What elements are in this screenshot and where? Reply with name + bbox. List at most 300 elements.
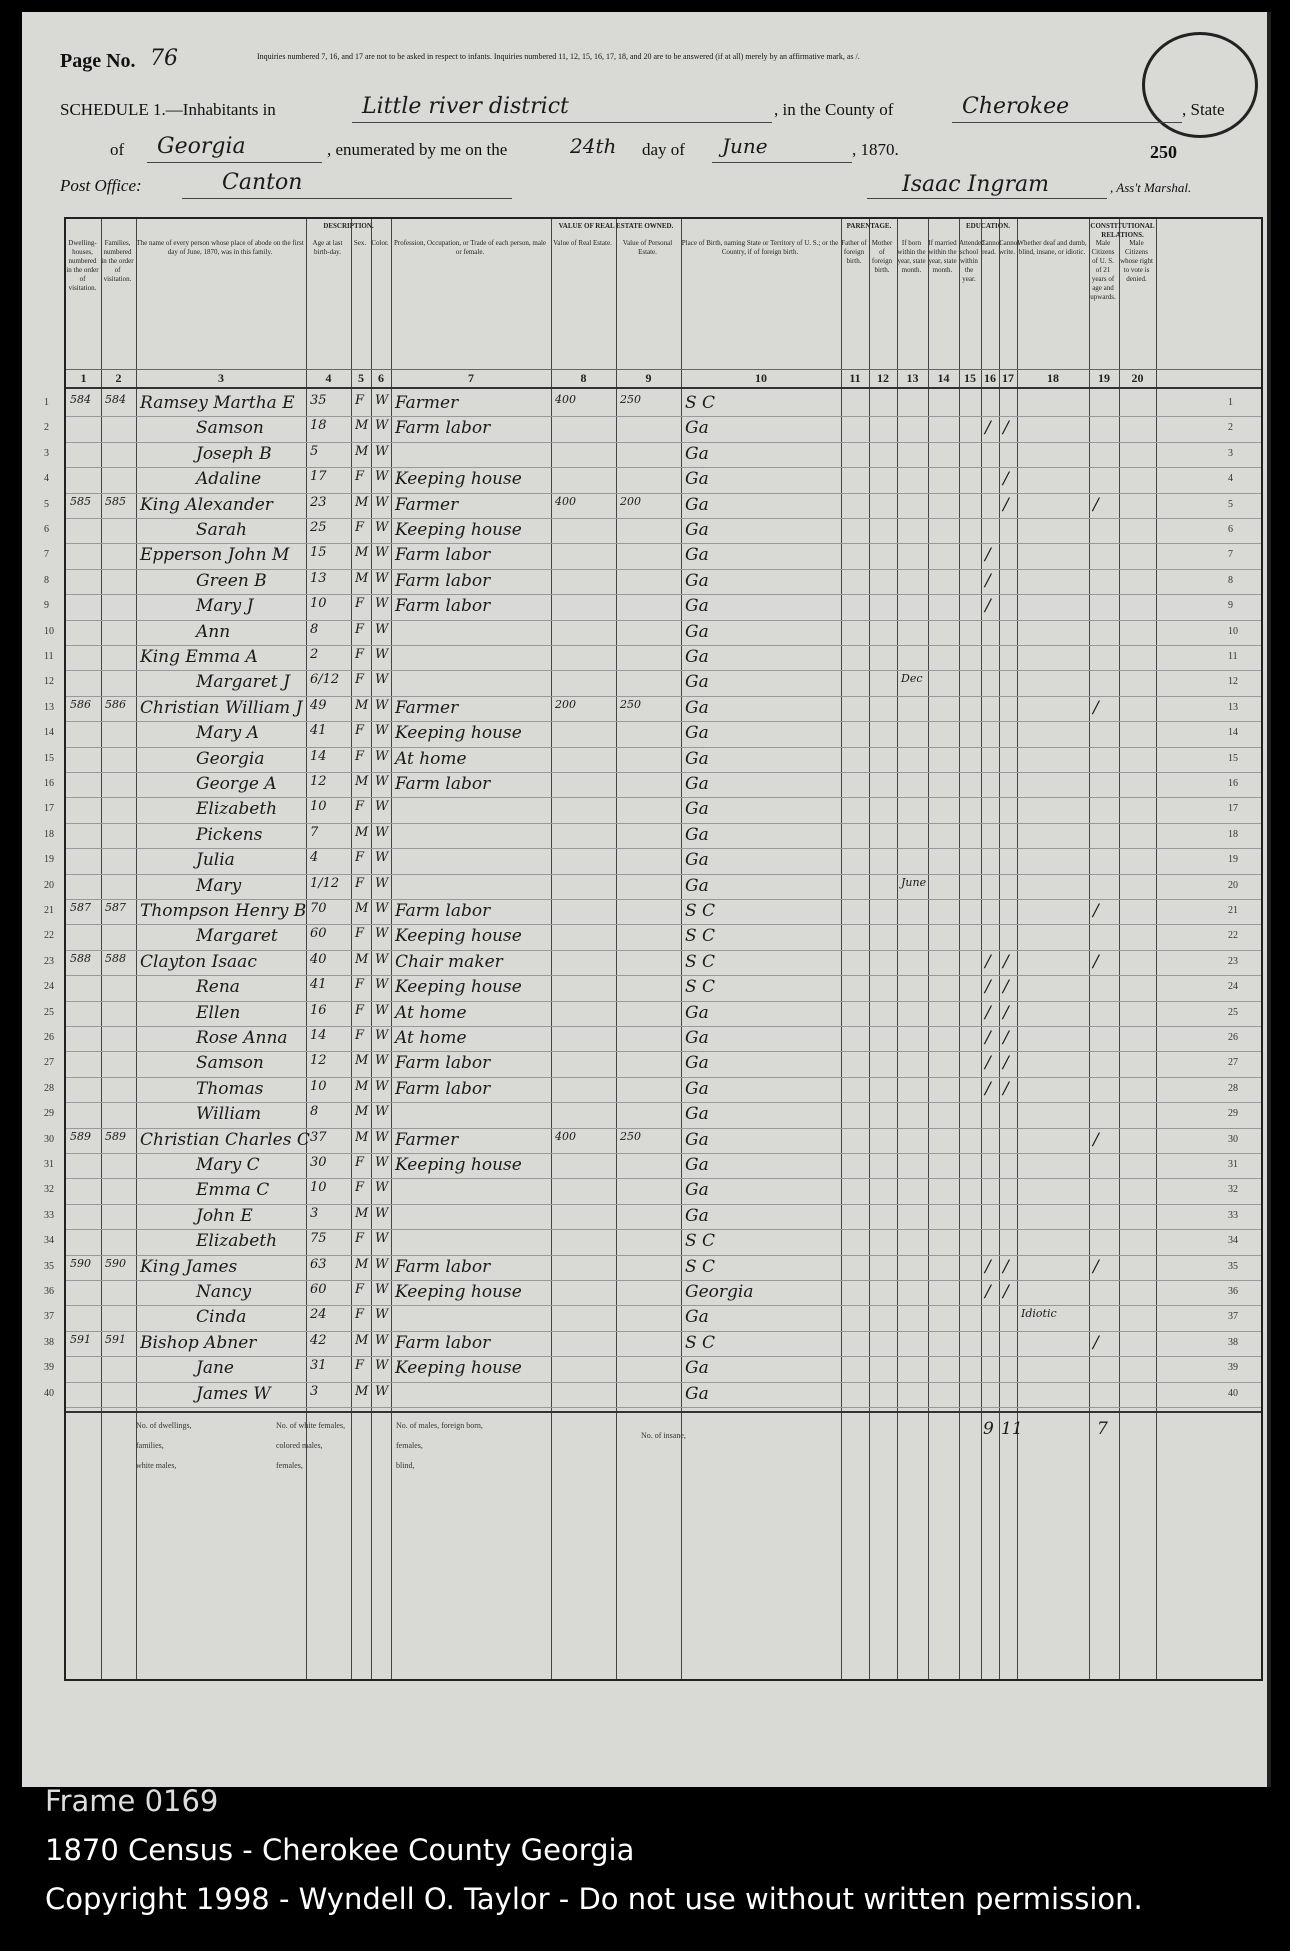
cell-occ: Farm labor: [395, 1256, 491, 1277]
row-rule: [66, 721, 1261, 722]
line-number: 11: [44, 651, 54, 662]
cell-color: W: [375, 977, 389, 993]
cell-c17: /: [1003, 951, 1009, 972]
cell-color: W: [375, 1307, 389, 1323]
line-number-right: 37: [1228, 1311, 1238, 1323]
cell-birth: Ga: [685, 824, 709, 845]
summary-label: No. of dwellings,: [136, 1421, 192, 1430]
copyright-caption: Copyright 1998 - Wyndell O. Taylor - Do not use without written permission.: [45, 1882, 1143, 1916]
cell-c19: /: [1093, 494, 1099, 515]
cell-c16: /: [985, 570, 991, 591]
cell-sex: F: [355, 672, 365, 688]
line-number-right: 33: [1228, 1209, 1238, 1221]
cell-sex: F: [355, 875, 365, 891]
row-rule: [66, 975, 1261, 976]
column-header: Place of Birth, naming State or Territory of U. S.; or the Country, if of foreign birth.: [681, 239, 839, 256]
page-label: Page No.: [60, 50, 136, 72]
cell-color: W: [375, 1129, 389, 1145]
line-number-right: 18: [1228, 828, 1238, 840]
line-number: 1: [44, 397, 49, 408]
row-rule: [66, 899, 1261, 900]
column-header: Cannot read.: [981, 239, 1002, 256]
line-number-right: 23: [1228, 955, 1238, 967]
column-header: The name of every person whose place of abode on the first day of June, 1870, was in this family.: [136, 239, 304, 256]
row-rule: [66, 416, 1261, 417]
cell-sex: F: [355, 1307, 365, 1323]
cell-color: W: [375, 1231, 389, 1247]
cell-occ: Farm labor: [395, 1332, 491, 1353]
cell-age: 63: [310, 1256, 327, 1272]
cell-birth: Ga: [685, 1383, 709, 1404]
cell-name: Christian William J: [140, 697, 303, 718]
cell-sex: F: [355, 1231, 365, 1247]
cell-birth: Ga: [685, 672, 709, 693]
line-number: 5: [44, 498, 49, 510]
cell-fam: 587: [105, 901, 126, 914]
cell-color: W: [375, 926, 389, 942]
summary-label: females,: [396, 1441, 423, 1450]
header-rule: [66, 387, 1261, 389]
line-number-right: 19: [1228, 854, 1238, 866]
cell-fam: 591: [105, 1332, 126, 1346]
cell-birth: S C: [685, 901, 716, 921]
row-rule: [66, 620, 1261, 621]
cell-age: 5: [310, 443, 319, 459]
cell-birth: Ga: [685, 1002, 709, 1023]
group-header: EDUCATION.: [965, 222, 1010, 230]
cell-sex: F: [355, 393, 365, 408]
row-rule: [66, 493, 1261, 494]
line-number-right: 40: [1228, 1387, 1238, 1399]
cell-c17: /: [1003, 1028, 1009, 1048]
row-rule: [66, 696, 1261, 697]
line-number: 8: [44, 574, 49, 586]
cell-birth: Ga: [685, 723, 709, 744]
cell-color: W: [375, 520, 389, 535]
cell-age: 31: [310, 1358, 327, 1374]
row-rule: [66, 1026, 1261, 1027]
summary-rule: [66, 1411, 1261, 1413]
cell-occ: At home: [395, 1028, 467, 1048]
cell-dw: 589: [70, 1129, 91, 1143]
cell-c19: /: [1093, 901, 1099, 921]
cell-color: W: [375, 443, 389, 459]
cell-name: Green B: [196, 570, 267, 591]
cell-c19: /: [1093, 1332, 1099, 1353]
of-label: of: [110, 140, 125, 159]
cell-name: Julia: [196, 850, 235, 871]
cell-birth: Ga: [685, 469, 709, 490]
column-number: 4: [325, 371, 332, 385]
column-number: 14: [937, 371, 950, 385]
county-line: [952, 122, 1182, 123]
line-number: 32: [44, 1184, 54, 1196]
census-table: [44, 217, 1263, 1681]
column-header: Whether deaf and dumb, blind, insane, or idiotic.: [1017, 239, 1087, 256]
cell-name: Rose Anna: [196, 1028, 288, 1048]
cell-occ: Farm labor: [395, 596, 491, 617]
column-number: 17: [1002, 371, 1014, 385]
cell-name: James W: [196, 1383, 271, 1404]
cell-birth: Ga: [685, 1155, 709, 1175]
cell-birth: Ga: [685, 1129, 709, 1150]
cell-occ: Farmer: [395, 393, 459, 413]
line-number: 27: [44, 1057, 54, 1069]
county-value: Cherokee: [962, 94, 1070, 119]
line-number: 7: [44, 549, 49, 561]
cell-age: 25: [310, 520, 327, 535]
cell-color: W: [375, 723, 389, 739]
cell-occ: Keeping house: [395, 469, 522, 490]
cell-birth: S C: [685, 926, 716, 947]
cell-fam: 584: [105, 393, 126, 406]
cell-name: William: [196, 1104, 262, 1125]
line-number-right: 26: [1228, 1032, 1238, 1043]
cell-age: 60: [310, 926, 327, 942]
cell-birth: S C: [685, 977, 716, 998]
column-number: 20: [1131, 371, 1144, 385]
row-rule: [66, 518, 1261, 519]
column-header: Color.: [371, 239, 389, 247]
cell-name: Margaret J: [196, 672, 290, 693]
cell-occ: Keeping house: [395, 1155, 522, 1175]
column-header: Families, numbered in the order of visitation.: [101, 239, 134, 283]
cell-age: 24: [310, 1307, 327, 1323]
cell-c17: /: [1003, 418, 1009, 439]
cell-occ: Keeping house: [395, 723, 522, 744]
row-rule: [66, 1001, 1261, 1002]
cell-c16: /: [985, 545, 991, 566]
cell-occ: Farmer: [395, 494, 459, 515]
line-number: 21: [44, 905, 54, 916]
line-number-right: 9: [1228, 600, 1233, 612]
line-number: 37: [44, 1311, 54, 1323]
cell-color: W: [375, 393, 389, 408]
column-number: 8: [580, 371, 587, 385]
cell-fam: 588: [105, 951, 126, 965]
line-number: 40: [44, 1387, 54, 1399]
line-number: 34: [44, 1235, 54, 1247]
cell-color: W: [375, 570, 389, 586]
cell-occ: Keeping house: [395, 977, 522, 998]
cell-occ: At home: [395, 748, 467, 769]
line-number-right: 13: [1228, 701, 1238, 713]
line-number: 29: [44, 1108, 54, 1120]
cell-name: Ramsey Martha E: [140, 393, 295, 413]
cell-sex: M: [355, 1104, 369, 1120]
row-rule: [66, 594, 1261, 595]
line-number: 36: [44, 1286, 54, 1297]
cell-age: 12: [310, 774, 327, 789]
summary-total: 11: [1001, 1419, 1023, 1439]
line-number-right: 6: [1228, 524, 1233, 535]
line-number-right: 35: [1228, 1260, 1238, 1272]
line-number-right: 1: [1228, 397, 1233, 408]
line-number-right: 10: [1228, 625, 1238, 637]
group-header: CONSTITUTIONAL RELATIONS.: [1090, 222, 1155, 239]
cell-occ: Farm labor: [395, 1078, 491, 1099]
cell-birth: Ga: [685, 799, 709, 820]
cell-sex: M: [355, 443, 369, 459]
row-rule: [66, 1280, 1261, 1281]
column-number: 16: [984, 371, 996, 385]
cell-c16: /: [985, 1256, 991, 1277]
cell-age: 37: [310, 1129, 327, 1145]
row-rule: [66, 1382, 1261, 1383]
row-rule: [66, 1128, 1261, 1129]
cell-occ: Farm labor: [395, 545, 491, 566]
cell-real: 400: [555, 494, 576, 508]
cell-color: W: [375, 799, 389, 815]
line-number: 23: [44, 955, 54, 967]
cell-c16: /: [985, 1282, 991, 1302]
row-rule: [66, 670, 1261, 671]
line-number-right: 28: [1228, 1082, 1238, 1094]
cell-age: 1/12: [310, 875, 340, 891]
cell-sex: M: [355, 1332, 369, 1348]
cell-age: 10: [310, 596, 327, 612]
cell-age: 23: [310, 494, 327, 510]
cell-name: Ann: [196, 621, 231, 642]
cell-occ: Keeping house: [395, 926, 522, 947]
column-header: If married within the year, state month.: [928, 239, 957, 274]
cell-dw: 591: [70, 1332, 91, 1346]
line-number: 17: [44, 803, 54, 815]
cell-sex: F: [355, 850, 365, 866]
cell-color: W: [375, 748, 389, 764]
cell-name: George A: [196, 774, 277, 794]
cell-color: W: [375, 901, 389, 916]
column-header: Male Citizens whose right to vote is denied.: [1120, 239, 1153, 283]
cell-sex: F: [355, 1358, 365, 1374]
cell-sex: M: [355, 774, 369, 789]
cell-real: 200: [555, 697, 576, 711]
column-header: If born within the year, state month.: [897, 239, 926, 274]
summary-total: 9: [983, 1419, 994, 1439]
cell-color: W: [375, 1383, 389, 1399]
cell-color: W: [375, 1358, 389, 1374]
cell-birth: S C: [685, 951, 716, 972]
row-rule: [66, 1204, 1261, 1205]
cell-real: 400: [555, 1129, 576, 1143]
cell-color: W: [375, 621, 389, 637]
line-number: 15: [44, 752, 54, 764]
cell-age: 3: [310, 1205, 319, 1221]
cell-name: Elizabeth: [196, 799, 278, 820]
cell-c16: /: [985, 596, 991, 617]
cell-birth: Ga: [685, 1180, 709, 1201]
cell-occ: Farmer: [395, 697, 459, 718]
line-number: 28: [44, 1082, 54, 1094]
cell-name: Mary J: [196, 596, 254, 617]
column-header: Age at last birth-day.: [312, 239, 343, 256]
column-header: Value of Personal Estate.: [622, 239, 673, 256]
line-number: 14: [44, 727, 54, 739]
line-number-right: 5: [1228, 498, 1233, 510]
line-number: 3: [44, 447, 49, 459]
cell-name: King Emma A: [140, 647, 258, 667]
cell-sex: M: [355, 1205, 369, 1221]
cell-color: W: [375, 545, 389, 561]
cell-c16: /: [985, 977, 991, 998]
day-value: 24th: [570, 134, 617, 158]
cell-birth: Ga: [685, 1028, 709, 1048]
row-rule: [66, 1051, 1261, 1052]
line-number: 16: [44, 778, 54, 789]
row-rule: [66, 772, 1261, 773]
row-rule: [66, 442, 1261, 443]
cell-occ: Farm labor: [395, 1053, 491, 1074]
cell-color: W: [375, 1104, 389, 1120]
cell-age: 49: [310, 697, 327, 713]
cell-color: W: [375, 494, 389, 510]
cell-c17: /: [1003, 1282, 1009, 1302]
cell-age: 17: [310, 469, 327, 485]
row-rule: [66, 874, 1261, 875]
cell-color: W: [375, 672, 389, 688]
month-line: [712, 162, 852, 163]
line-number-right: 7: [1228, 549, 1233, 561]
cell-c17: /: [1003, 494, 1009, 515]
cell-color: W: [375, 1028, 389, 1043]
cell-age: 8: [310, 621, 319, 637]
cell-color: W: [375, 774, 389, 789]
cell-color: W: [375, 1180, 389, 1196]
cell-birth: Ga: [685, 494, 709, 515]
cell-birth: Ga: [685, 748, 709, 769]
row-rule: [66, 1178, 1261, 1179]
cell-age: 35: [310, 393, 327, 408]
column-header: Male Citizens of U. S. of 21 years of age and upwards.: [1090, 239, 1116, 301]
cell-name: Mary A: [196, 723, 259, 744]
row-rule: [66, 569, 1261, 570]
column-number: 9: [645, 371, 652, 385]
cell-birth: Ga: [685, 875, 709, 896]
cell-age: 6/12: [310, 672, 340, 688]
cell-sex: M: [355, 1383, 369, 1399]
line-number: 18: [44, 828, 54, 840]
cell-occ: Farm labor: [395, 774, 491, 794]
cell-color: W: [375, 469, 389, 485]
cell-birth: Ga: [685, 1307, 709, 1328]
cell-dw: 584: [70, 393, 91, 406]
column-header: Profession, Occupation, or Trade of each person, male or female.: [393, 239, 547, 256]
cell-birth: Ga: [685, 1078, 709, 1099]
line-number-right: 25: [1228, 1006, 1238, 1018]
cell-occ: At home: [395, 1002, 467, 1023]
cell-birth: Ga: [685, 1358, 709, 1379]
cell-color: W: [375, 1332, 389, 1348]
cell-sex: M: [355, 1053, 369, 1069]
cell-name: Thomas: [196, 1078, 264, 1099]
line-number-right: 32: [1228, 1184, 1238, 1196]
column-header: Value of Real Estate.: [553, 239, 612, 247]
cell-sex: M: [355, 824, 369, 840]
column-header: Father of foreign birth.: [841, 239, 867, 265]
line-number-right: 30: [1228, 1133, 1238, 1145]
cell-c16: /: [985, 418, 991, 439]
cell-name: Nancy: [196, 1282, 252, 1302]
cell-pers: 200: [620, 494, 641, 508]
district-value: Little river district: [362, 94, 569, 119]
header-rule: [66, 369, 1261, 370]
line-number-right: 20: [1228, 879, 1238, 891]
cell-name: Rena: [196, 977, 240, 998]
cell-c17: /: [1003, 469, 1009, 490]
column-header: Mother of foreign birth.: [871, 239, 893, 274]
cell-occ: Keeping house: [395, 1282, 522, 1302]
cell-name: Samson: [196, 418, 264, 439]
cell-age: 16: [310, 1002, 327, 1018]
line-number-right: 2: [1228, 422, 1233, 434]
group-header: VALUE OF REAL ESTATE OWNED.: [558, 222, 674, 230]
cell-name: Adaline: [196, 469, 262, 490]
cell-color: W: [375, 1155, 389, 1170]
summary-label: No. of males, foreign born,: [396, 1421, 483, 1430]
column-number: 3: [218, 371, 224, 385]
cell-c13: Dec: [901, 672, 923, 686]
summary-total: 7: [1097, 1419, 1108, 1439]
line-number-right: 29: [1228, 1108, 1238, 1120]
cell-occ: Farm labor: [395, 901, 491, 921]
cell-c16: /: [985, 1078, 991, 1099]
cell-name: Epperson John M: [140, 545, 290, 566]
cell-birth: Ga: [685, 621, 709, 642]
cell-birth: S C: [685, 393, 716, 413]
cell-sex: M: [355, 494, 369, 510]
cell-birth: Ga: [685, 850, 709, 871]
schedule-label: SCHEDULE 1.—Inhabitants in: [60, 100, 276, 119]
line-number-right: 17: [1228, 803, 1238, 815]
cell-age: 10: [310, 799, 327, 815]
cell-age: 13: [310, 570, 327, 586]
row-rule: [66, 848, 1261, 849]
cell-name: Mary: [196, 875, 242, 896]
column-header: Sex.: [353, 239, 367, 247]
cell-c17: /: [1003, 977, 1009, 998]
cell-birth: Ga: [685, 520, 709, 540]
line-number: 24: [44, 981, 54, 993]
cell-age: 30: [310, 1155, 327, 1170]
cell-name: Joseph B: [196, 443, 272, 464]
summary-label: white males,: [136, 1461, 177, 1470]
cell-pers: 250: [620, 393, 641, 406]
line-number-right: 27: [1228, 1057, 1238, 1069]
cell-birth: Ga: [685, 545, 709, 566]
line-number-right: 11: [1228, 651, 1238, 662]
cell-name: Mary C: [196, 1155, 260, 1175]
cell-occ: Chair maker: [395, 951, 503, 972]
cell-c18: Idiotic: [1021, 1307, 1057, 1321]
cell-birth: Ga: [685, 1053, 709, 1074]
line-number-right: 24: [1228, 981, 1238, 993]
column-number: 11: [849, 371, 861, 385]
line-number: 2: [44, 422, 49, 434]
cell-sex: M: [355, 951, 369, 967]
cell-age: 10: [310, 1180, 327, 1196]
row-rule: [66, 823, 1261, 824]
cell-name: Jane: [196, 1358, 234, 1379]
cell-name: King Alexander: [140, 494, 273, 515]
month-value: June: [722, 134, 768, 158]
line-number: 35: [44, 1260, 54, 1272]
cell-age: 2: [310, 647, 319, 662]
line-number: 9: [44, 600, 49, 612]
line-number-right: 31: [1228, 1159, 1238, 1170]
line-number-right: 4: [1228, 473, 1233, 485]
row-rule: [66, 543, 1261, 544]
cell-dw: 586: [70, 697, 91, 711]
